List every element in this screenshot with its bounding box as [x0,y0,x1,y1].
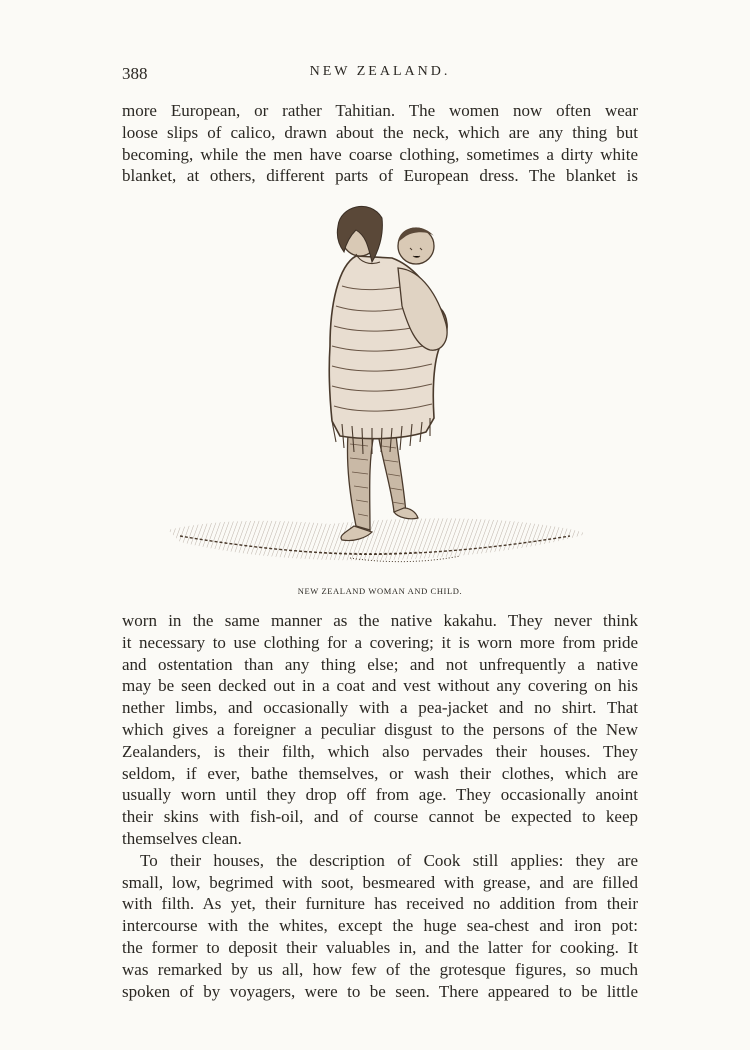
text-line: spoken of by voyagers, were to be seen. There appeared to be little [122,981,638,1001]
page-header [122,64,638,88]
blanket-robe [329,256,447,454]
text-line: blanket, at others, different parts of European dress. The blanket is [122,166,638,186]
top-paragraph [122,100,638,187]
text-line: more European, or rather Tahitian. The women now often wear [122,101,638,120]
engraving-illustration [160,196,590,581]
text-line: To their houses, the description of Cook still applies: they are [140,850,638,870]
text-line: intercourse with the whites, except the huge sea-chest and iron pot: [122,916,638,936]
text-line: small, low, begrimed with soot, besmeared with grease, and are filled [122,872,638,892]
text-line: and ostentation than any thing else; and not unfrequently a native [122,654,638,674]
text-line: the former to deposit their valuables in, and the latter for cooking. It [122,937,638,957]
text-line: loose slips of calico, drawn about the neck, which are any thing but [122,122,638,142]
woman-and-child-engraving [160,196,590,581]
text-line: with filth. As yet, their furniture has received no addition from their [122,894,638,914]
figure-caption: NEW ZEALAND WOMAN AND CHILD. [297,586,463,596]
text-line: which gives a foreigner a peculiar disgust to the persons of the New [122,719,638,739]
page-number: 388 [122,64,148,83]
text-line: nether limbs, and occasionally with a pea-jacket and no shirt. That [122,698,638,718]
body-text [122,610,638,1002]
woman-head [337,206,382,263]
ground-shading [168,518,586,561]
text-line: worn in the same manner as the native kakahu. They never think [122,611,638,630]
text-line: their skins with fish-oil, and of course cannot be expected to keep [122,807,638,827]
text-line: may be seen decked out in a coat and vest without any covering on his [122,676,638,696]
text-line: usually worn until they drop off from age. They occasionally anoint [122,785,638,805]
text-line: themselves clean. [122,828,242,848]
text-line: was remarked by us all, how few of the grotesque figures, so much [122,959,638,979]
text-line: seldom, if ever, bathe themselves, or wash their clothes, which are [122,763,638,783]
text-line: Zealanders, is their filth, which also pervades their houses. They [122,741,638,761]
text-line: becoming, while the men have coarse clothing, sometimes a dirty white [122,144,638,164]
running-title: NEW ZEALAND. [309,64,451,79]
text-line: it necessary to use clothing for a covering; it is worn more from pride [122,632,638,652]
